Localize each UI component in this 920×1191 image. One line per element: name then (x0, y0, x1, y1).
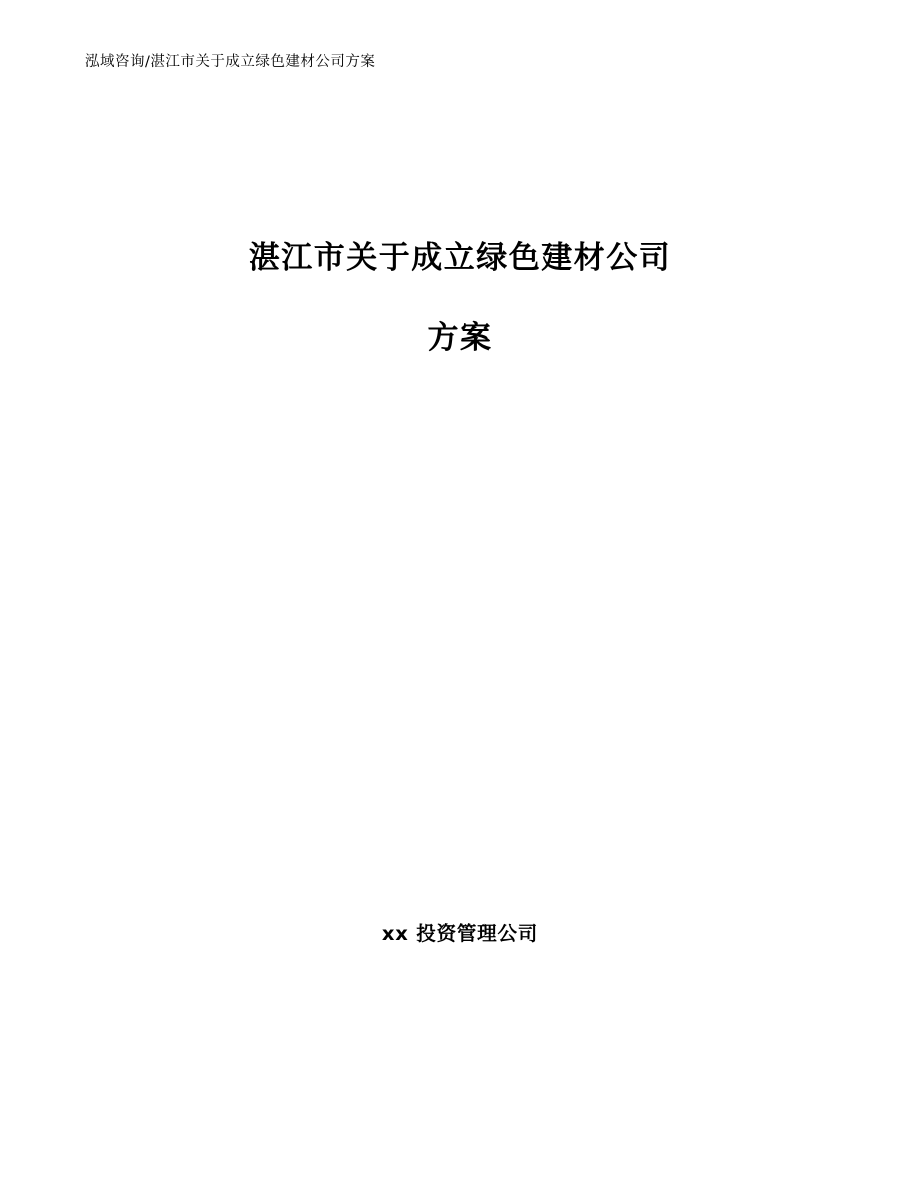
page-title (0, 218, 920, 378)
page-title-line-1: 湛江市关于成立绿色建材公司 (248, 240, 672, 276)
page-title-line-2: 方案 (427, 320, 493, 356)
organization-block (0, 918, 920, 946)
organization-name: xx 投资管理公司 (381, 922, 539, 945)
breadcrumb: 泓域咨询/湛江市关于成立绿色建材公司方案 (85, 54, 376, 70)
